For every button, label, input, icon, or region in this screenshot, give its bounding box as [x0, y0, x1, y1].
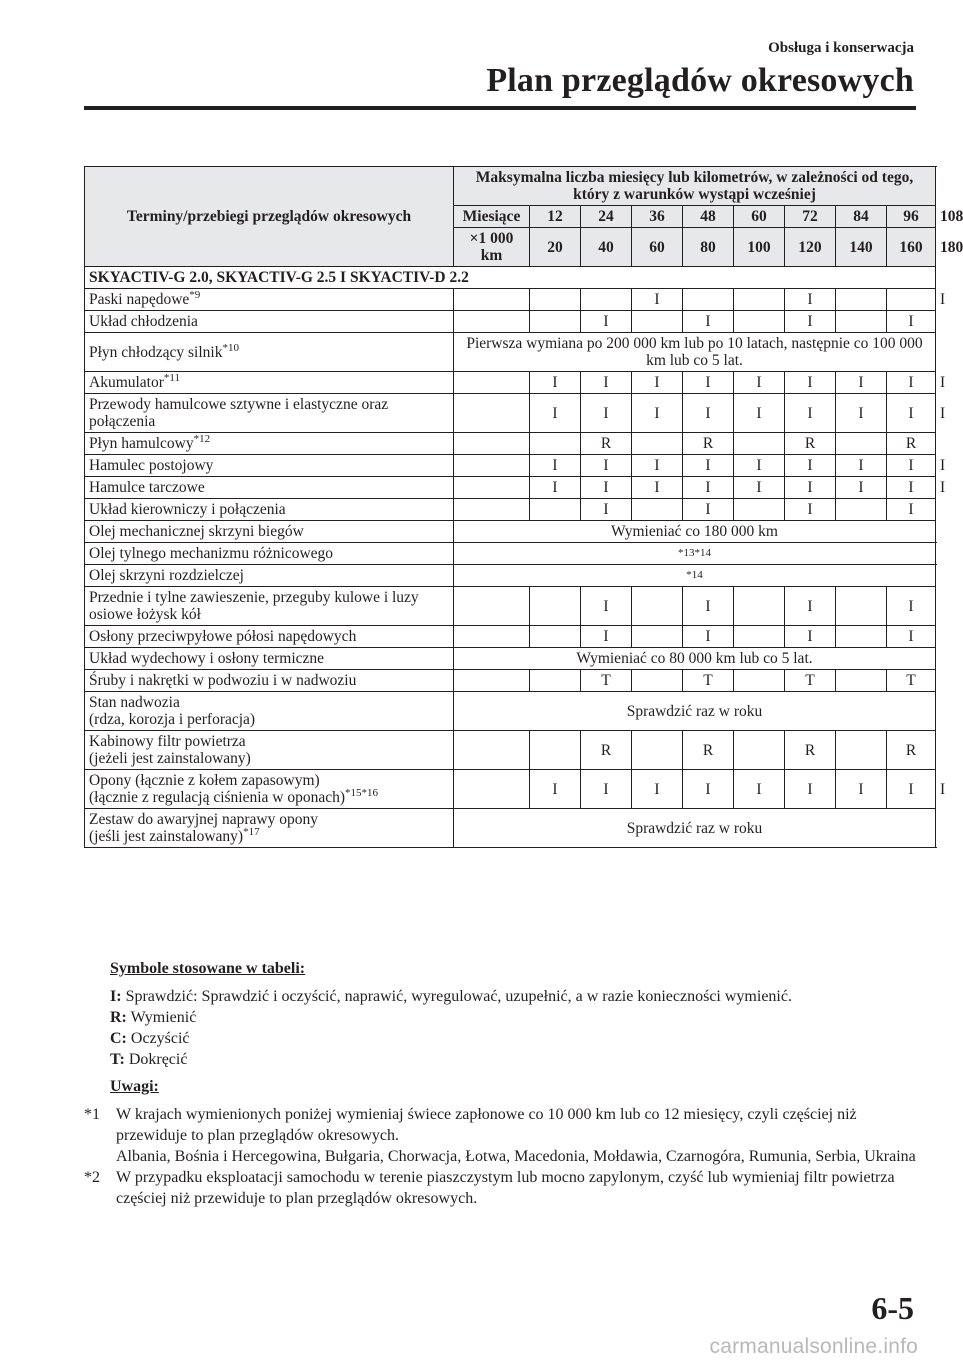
- schedule-cell: [632, 670, 683, 692]
- schedule-cell: [530, 626, 581, 648]
- blank-cell: [454, 770, 530, 809]
- item-name: Akumulator$^{*11}$: [85, 372, 454, 394]
- item-name: Olej skrzyni rozdzielczej: [85, 565, 454, 587]
- item-name: Hamulec postojowy: [85, 455, 454, 477]
- table-row: Paski napędowe$^{*9}$ I I I: [85, 289, 936, 311]
- table-row: [85, 311, 936, 333]
- schedule-cell: I: [581, 394, 632, 433]
- table-row: [85, 670, 936, 692]
- km-row: ×1 000 km 20 40 60 80 100 120 140 160 180: [85, 228, 936, 267]
- span-cell: Wymieniać co 180 000 km: [454, 521, 936, 543]
- schedule-cell: I: [632, 394, 683, 433]
- months-row: Miesiące 12 24 36 48 60 72 84 96 108: [85, 206, 936, 228]
- schedule-cell: I: [734, 455, 785, 477]
- footnote-ref: *15*16: [345, 786, 379, 799]
- month-cell: 60: [734, 206, 785, 228]
- schedule-cell: I: [530, 455, 581, 477]
- schedule-cell: [632, 626, 683, 648]
- schedule-cell: [836, 626, 887, 648]
- table-row: Opony (łącznie z kołem zapasowym) (łącznie z regulacją ciśnienia w oponach)$^{*15*16}$ I I I I I I I I I: [85, 770, 936, 809]
- month-cell: 36: [632, 206, 683, 228]
- footnote-ref: *10: [222, 341, 239, 354]
- legend-item: [110, 1028, 920, 1049]
- item-name: Przewody hamulcowe sztywne i elastyczne oraz połączenia: [85, 394, 454, 433]
- schedule-cell: R: [581, 433, 632, 455]
- schedule-cell: I: [581, 587, 632, 626]
- note-item: [84, 1167, 924, 1209]
- month-cell: 84: [836, 206, 887, 228]
- schedule-cell: I: [785, 455, 836, 477]
- item-name: Układ chłodzenia: [85, 311, 454, 333]
- item-name: Układ kierowniczy i połączenia: [85, 499, 454, 521]
- schedule-cell: [734, 311, 785, 333]
- schedule-cell: R: [887, 433, 936, 455]
- schedule-cell: I: [581, 477, 632, 499]
- section-title: SKYACTIV-G 2.0, SKYACTIV-G 2.5 I SKYACTIV-D 2.2: [85, 267, 936, 289]
- item-name: Płyn hamulcowy$^{*12}$: [85, 433, 454, 455]
- legend-item: [110, 1049, 920, 1070]
- km-cell: 140: [836, 228, 887, 267]
- table-row: [85, 543, 936, 565]
- legend-item: [110, 1007, 920, 1028]
- schedule-cell: I: [530, 394, 581, 433]
- span-cell: Sprawdzić raz w roku: [454, 692, 936, 731]
- page-number: 6-5: [871, 1290, 914, 1326]
- note-line: W krajach wymienionych poniżej wymieniaj świece zapłonowe co 10 000 km lub co 12 miesięcy, czyli częściej niż przewiduje to plan przeglądów okresowych.: [116, 1106, 857, 1144]
- schedule-cell: I: [581, 499, 632, 521]
- schedule-cell: I: [887, 770, 936, 809]
- schedule-cell: I: [836, 770, 887, 809]
- table-row: [85, 648, 936, 670]
- span-cell: Sprawdzić raz w roku: [454, 809, 936, 848]
- schedule-cell: I: [836, 455, 887, 477]
- legend-key: R:: [110, 1009, 127, 1026]
- blank-cell: [454, 455, 530, 477]
- span-cell: Pierwsza wymiana po 200 000 km lub po 10 latach, następnie co 100 000 km lub co 5 lat.: [454, 333, 936, 372]
- blank-cell: [454, 587, 530, 626]
- span-cell: *14: [454, 565, 936, 587]
- blank-cell: [454, 477, 530, 499]
- schedule-cell: [836, 289, 887, 311]
- schedule-cell: T: [785, 670, 836, 692]
- km-cell: 20: [530, 228, 581, 267]
- km-label: ×1 000 km: [454, 228, 530, 267]
- km-cell: 120: [785, 228, 836, 267]
- item-name: Stan nadwozia (rdza, korozja i perforacja): [85, 692, 454, 731]
- schedule-cell: [734, 289, 785, 311]
- schedule-cell: I: [734, 372, 785, 394]
- legend-items: [110, 986, 920, 1070]
- item-name: Opony (łącznie z kołem zapasowym) (łącznie z regulacją ciśnienia w oponach)$^{*15*16}$: [85, 770, 454, 809]
- schedule-cell: I: [581, 311, 632, 333]
- km-cell: 80: [683, 228, 734, 267]
- schedule-cell: I: [530, 477, 581, 499]
- schedule-cell: R: [683, 731, 734, 770]
- schedule-cell: I: [581, 372, 632, 394]
- schedule-cell: T: [683, 670, 734, 692]
- schedule-cell: I: [785, 372, 836, 394]
- blank-cell: [454, 311, 530, 333]
- note-line: Albania, Bośnia i Hercegowina, Bułgaria, Chorwacja, Łotwa, Macedonia, Mołdawia, Czarnogóra, Rumunia, Serbia, Ukraina: [116, 1148, 916, 1165]
- schedule-cell: [734, 587, 785, 626]
- notes-items: [84, 1104, 924, 1209]
- km-cell: 160: [887, 228, 936, 267]
- schedule-cell: R: [581, 731, 632, 770]
- item-name: Paski napędowe$^{*9}$: [85, 289, 454, 311]
- item-name: Układ wydechowy i osłony termiczne: [85, 648, 454, 670]
- header-label-cell: Terminy/przebiegi przeglądów okresowych: [85, 167, 454, 267]
- footnote-ref: *12: [193, 432, 211, 445]
- km-cell: 100: [734, 228, 785, 267]
- schedule-cell: [632, 433, 683, 455]
- schedule-cell: I: [632, 770, 683, 809]
- schedule-cell: I: [683, 455, 734, 477]
- schedule-cell: [632, 311, 683, 333]
- schedule-cell: [836, 433, 887, 455]
- schedule-cell: I: [683, 372, 734, 394]
- schedule-cell: [530, 289, 581, 311]
- schedule-cell: I: [734, 394, 785, 433]
- table-row: [85, 565, 936, 587]
- schedule-body: [85, 167, 963, 848]
- schedule-cell: I: [683, 587, 734, 626]
- footnote-ref: *17: [243, 825, 260, 838]
- note-line: W przypadku eksploatacji samochodu w terenie piaszczystym lub mocno zapylonym, czyść lub wymieniaj filtr powietrza częściej niż przewiduje to plan przeglądów okresowych.: [116, 1169, 895, 1207]
- table-row: Przewody hamulcowe sztywne i elastyczne oraz połączenia I I I I I I I I I: [85, 394, 936, 433]
- schedule-cell: [887, 289, 936, 311]
- legend-text: Sprawdzić: Sprawdzić i oczyścić, naprawić, wyregulować, uzupełnić, a w razie konieczności wymienić.: [125, 988, 792, 1005]
- legend-item: [110, 986, 920, 1007]
- header-rule: [84, 106, 916, 110]
- schedule-cell: I: [887, 455, 936, 477]
- schedule-cell: [530, 587, 581, 626]
- schedule-cell: R: [785, 731, 836, 770]
- schedule-cell: [632, 587, 683, 626]
- legend-key: T:: [110, 1051, 125, 1068]
- schedule-cell: I: [632, 455, 683, 477]
- schedule-cell: I: [785, 477, 836, 499]
- note-number: *2: [84, 1169, 100, 1186]
- schedule-cell: I: [683, 394, 734, 433]
- item-name: Śruby i nakrętki w podwoziu i w nadwoziu: [85, 670, 454, 692]
- schedule-cell: [683, 289, 734, 311]
- maintenance-schedule-table: [84, 166, 963, 848]
- schedule-cell: [734, 731, 785, 770]
- blank-cell: [454, 433, 530, 455]
- schedule-cell: I: [734, 477, 785, 499]
- schedule-cell: I: [683, 311, 734, 333]
- blank-cell: [454, 670, 530, 692]
- schedule-cell: [530, 499, 581, 521]
- months-label: Miesiące: [454, 206, 530, 228]
- schedule-cell: I: [683, 626, 734, 648]
- span-cell: *13*14: [454, 543, 936, 565]
- item-name: Kabinowy filtr powietrza (jeżeli jest zainstalowany): [85, 731, 454, 770]
- schedule-cell: I: [683, 499, 734, 521]
- table-row: [85, 587, 936, 626]
- schedule-cell: I: [683, 477, 734, 499]
- schedule-cell: [530, 670, 581, 692]
- schedule-cell: [530, 311, 581, 333]
- schedule-cell: I: [785, 587, 836, 626]
- table-row: [85, 521, 936, 543]
- schedule-cell: I: [836, 372, 887, 394]
- footnote-ref: *11: [163, 371, 180, 384]
- schedule-cell: [581, 289, 632, 311]
- blank-cell: [454, 289, 530, 311]
- schedule-cell: I: [785, 499, 836, 521]
- blank-cell: [454, 394, 530, 433]
- header-max-cell: Maksymalna liczba miesięcy lub kilometrów, w zależności od tego, który z warunków wystąpi wcześniej: [454, 167, 936, 206]
- schedule-cell: I: [632, 477, 683, 499]
- schedule-cell: R: [785, 433, 836, 455]
- km-cell: 40: [581, 228, 632, 267]
- item-name: Zestaw do awaryjnej naprawy opony (jeśli jest zainstalowany)$^{*17}$: [85, 809, 454, 848]
- notes: [84, 1076, 924, 1209]
- table-row: [85, 692, 936, 731]
- legend-title: Symbole stosowane w tabeli:: [110, 960, 306, 977]
- schedule-cell: I: [887, 394, 936, 433]
- section-row: [85, 267, 936, 289]
- table-row: [85, 731, 936, 770]
- legend-text: Wymienić: [130, 1009, 197, 1026]
- item-name: Hamulce tarczowe: [85, 477, 454, 499]
- schedule-cell: I: [785, 626, 836, 648]
- schedule-cell: [632, 499, 683, 521]
- schedule-cell: I: [887, 372, 936, 394]
- schedule-cell: R: [887, 731, 936, 770]
- blank-cell: [454, 499, 530, 521]
- schedule-cell: [836, 499, 887, 521]
- blank-cell: [454, 731, 530, 770]
- schedule-cell: I: [581, 455, 632, 477]
- legend-text: Oczyścić: [130, 1030, 190, 1047]
- page-title: Plan przeglądów okresowych: [486, 62, 914, 99]
- table-row: Akumulator$^{*11}$ I I I I I I I I I: [85, 372, 936, 394]
- schedule-cell: [632, 731, 683, 770]
- header-row: [85, 167, 936, 206]
- section-title: Obsługa i konserwacja: [768, 40, 914, 56]
- schedule-cell: I: [581, 626, 632, 648]
- legend-text: Dokręcić: [128, 1051, 188, 1068]
- table-row: [85, 809, 936, 848]
- schedule-cell: I: [785, 394, 836, 433]
- schedule-cell: I: [734, 770, 785, 809]
- table-row: [85, 333, 936, 372]
- blank-cell: [454, 626, 530, 648]
- schedule-cell: I: [683, 770, 734, 809]
- schedule-cell: I: [632, 372, 683, 394]
- schedule-cell: I: [785, 289, 836, 311]
- schedule-cell: I: [581, 770, 632, 809]
- item-name: Olej mechanicznej skrzyni biegów: [85, 521, 454, 543]
- schedule-cell: I: [530, 770, 581, 809]
- schedule-cell: I: [836, 477, 887, 499]
- table-row: Hamulce tarczowe I I I I I I I I I: [85, 477, 936, 499]
- schedule-cell: I: [887, 499, 936, 521]
- item-name: Osłony przeciwpyłowe półosi napędowych: [85, 626, 454, 648]
- schedule-cell: [836, 587, 887, 626]
- schedule-cell: I: [632, 289, 683, 311]
- legend-key: C:: [110, 1030, 127, 1047]
- note-text: [116, 1104, 924, 1167]
- schedule-cell: I: [887, 587, 936, 626]
- note-number: *1: [84, 1106, 100, 1123]
- schedule-cell: [734, 670, 785, 692]
- item-name: Przednie i tylne zawieszenie, przeguby kulowe i luzy osiowe łożysk kół: [85, 587, 454, 626]
- schedule-cell: [530, 433, 581, 455]
- schedule-cell: [530, 731, 581, 770]
- span-cell: Wymieniać co 80 000 km lub co 5 lat.: [454, 648, 936, 670]
- schedule-cell: I: [887, 626, 936, 648]
- schedule-cell: [734, 433, 785, 455]
- legend: [110, 958, 920, 1070]
- table-row: Hamulec postojowy I I I I I I I I I: [85, 455, 936, 477]
- schedule-cell: T: [581, 670, 632, 692]
- schedule-cell: I: [785, 770, 836, 809]
- table-row: [85, 626, 936, 648]
- month-cell: 24: [581, 206, 632, 228]
- month-cell: 72: [785, 206, 836, 228]
- schedule-cell: I: [785, 311, 836, 333]
- schedule-cell: [836, 311, 887, 333]
- schedule-cell: R: [683, 433, 734, 455]
- schedule-cell: T: [887, 670, 936, 692]
- table-row: [85, 499, 936, 521]
- note-item: [84, 1104, 924, 1167]
- schedule-cell: I: [836, 394, 887, 433]
- schedule-cell: [734, 499, 785, 521]
- schedule-cell: [836, 670, 887, 692]
- footnote-ref: *9: [189, 288, 201, 301]
- schedule-cell: [734, 626, 785, 648]
- km-cell: 60: [632, 228, 683, 267]
- month-cell: 12: [530, 206, 581, 228]
- schedule-cell: [836, 731, 887, 770]
- schedule-cell: I: [887, 477, 936, 499]
- watermark: carmanualsonline.info: [709, 1335, 918, 1358]
- legend-key: I:: [110, 988, 122, 1005]
- table-row: [85, 433, 936, 455]
- item-name: Płyn chłodzący silnik$^{*10}$: [85, 333, 454, 372]
- blank-cell: [454, 372, 530, 394]
- month-cell: 48: [683, 206, 734, 228]
- item-name: Olej tylnego mechanizmu różnicowego: [85, 543, 454, 565]
- schedule-cell: I: [887, 311, 936, 333]
- note-text: [116, 1167, 924, 1209]
- notes-title: Uwagi:: [110, 1078, 159, 1095]
- month-cell: 96: [887, 206, 936, 228]
- schedule-cell: I: [530, 372, 581, 394]
